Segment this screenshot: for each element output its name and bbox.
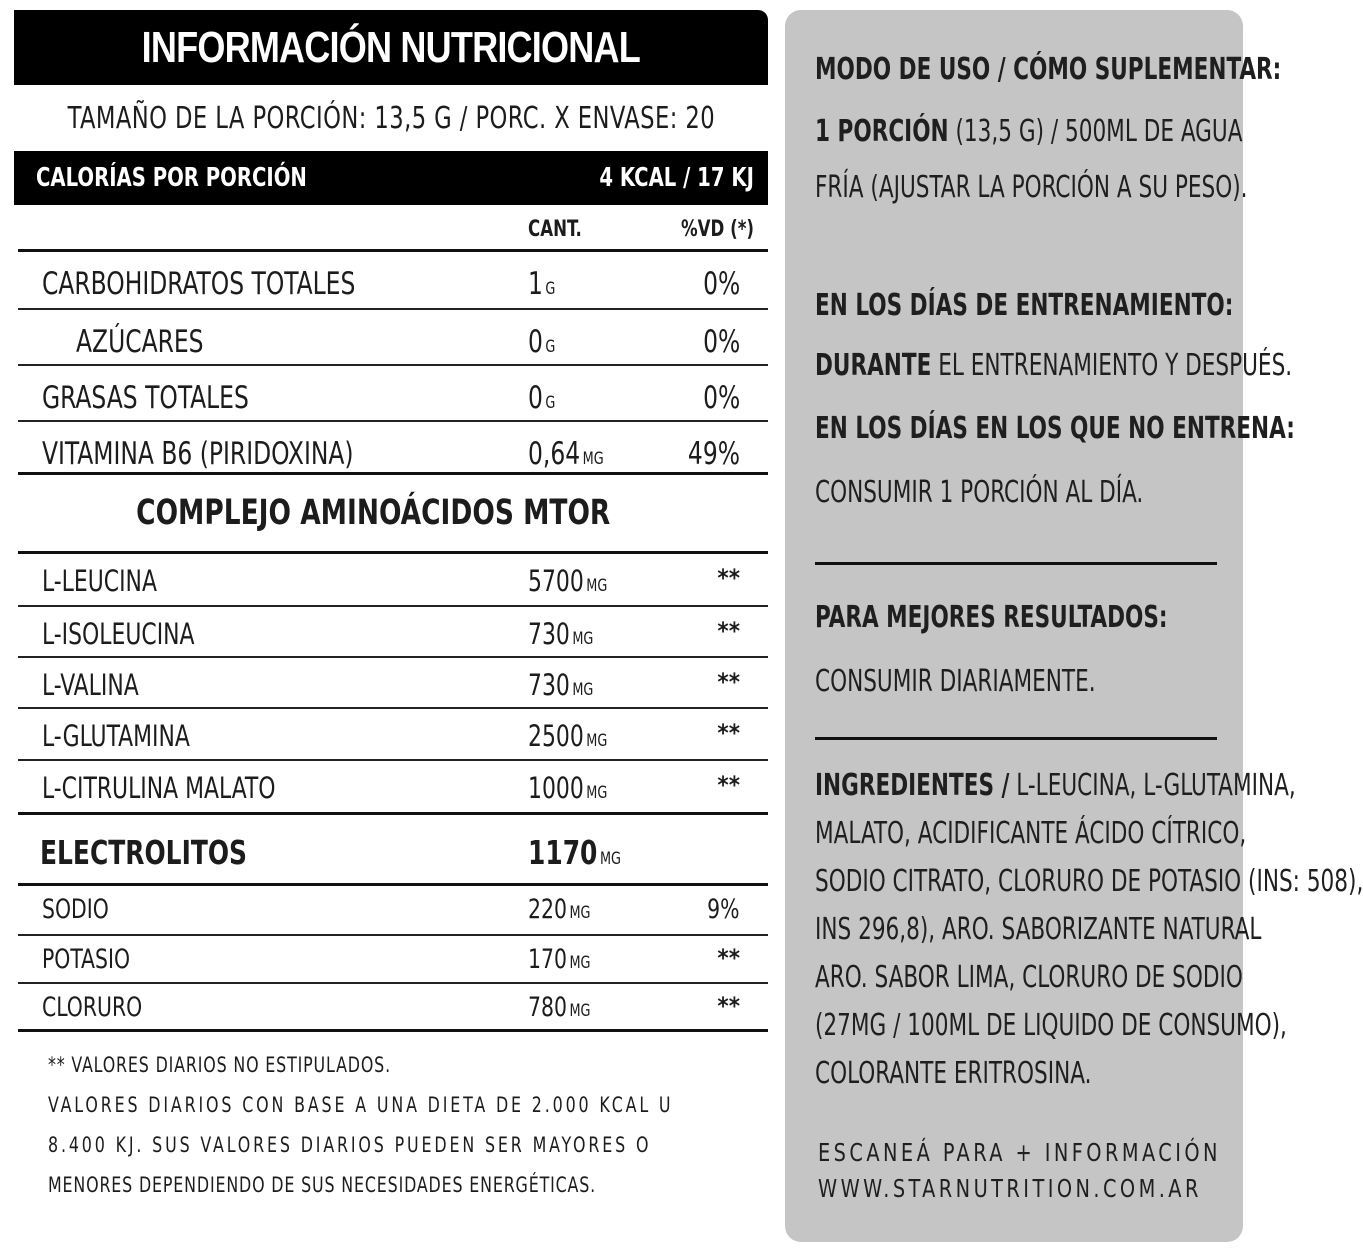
amount-header: CANT.	[528, 217, 582, 242]
amino-name: L-GLUTAMINA	[42, 719, 190, 753]
usage-panel	[785, 10, 1363, 1242]
electrolyte-row	[18, 936, 768, 984]
calories-value: 4 KCAL / 17 KJ	[599, 163, 754, 193]
nutrient-table	[18, 205, 768, 1032]
calories-bar	[14, 151, 768, 205]
scan-prompt: ESCANEÁ PARA + INFORMACIÓN	[818, 1138, 1221, 1167]
amino-section-title	[18, 475, 768, 554]
nutrient-row	[18, 366, 768, 422]
electrolyte-row	[18, 984, 768, 1032]
nutrient-row	[18, 310, 768, 366]
amino-row	[18, 658, 768, 709]
amino-name: L-VALINA	[42, 668, 139, 702]
nutrient-amount: 1 G	[528, 266, 556, 302]
ingredients-line: INS 296,8), ARO. SABORIZANTE NATURAL	[815, 912, 1262, 947]
nutrient-name: VITAMINA B6 (PIRIDOXINA)	[42, 436, 354, 472]
ingredients-line: ARO. SABOR LIMA, CLORURO DE SODIO	[815, 960, 1243, 995]
electrolyte-row	[18, 886, 768, 936]
best-results-heading: PARA MEJORES RESULTADOS:	[815, 600, 1168, 635]
nutrient-dv: 0%	[702, 324, 740, 360]
footnotes	[48, 1045, 674, 1205]
ingredients-line: COLORANTE ERITROSINA.	[815, 1056, 1092, 1091]
electrolyte-dv: **	[717, 944, 740, 972]
electrolyte-name: CLORURO	[42, 992, 143, 1023]
amino-amount: 730 MG	[528, 617, 594, 651]
nutrient-dv: 0%	[702, 266, 740, 302]
amino-amount: 1000 MG	[528, 771, 608, 805]
nutrient-amount: 0 G	[528, 324, 556, 360]
serving-size	[14, 85, 768, 151]
electrolyte-name: SODIO	[42, 894, 109, 925]
table-header	[18, 205, 768, 252]
electrolytes-amount: 1170 MG	[528, 833, 621, 872]
footnote-line: 8.400 KJ. SUS VALORES DIARIOS PUEDEN SER MAYORES O	[48, 1133, 652, 1157]
footnote-line: MENORES DEPENDIENDO DE SUS NECESIDADES ENERGÉTICAS.	[48, 1173, 597, 1197]
electrolyte-name: POTASIO	[42, 944, 131, 975]
rest-day-text: CONSUMIR 1 PORCIÓN AL DÍA.	[815, 475, 1144, 510]
ingredients-line: MALATO, ACIDIFICANTE ÁCIDO CÍTRICO,	[815, 816, 1247, 851]
nutrient-row	[18, 422, 768, 475]
nutrient-dv: 49%	[687, 436, 740, 472]
amino-name: L-LEUCINA	[42, 564, 157, 598]
dv-header: %VD (*)	[681, 217, 755, 242]
ingredients-line: SODIO CITRATO, CLORURO DE POTASIO (INS: 508),	[815, 864, 1363, 899]
nutrient-name: AZÚCARES	[76, 324, 204, 360]
amino-name: L-ISOLEUCINA	[42, 617, 195, 651]
nutrition-facts-panel	[14, 10, 768, 1032]
website-url: WWW.STARNUTRITION.COM.AR	[818, 1174, 1202, 1203]
nutrient-dv: 0%	[702, 380, 740, 416]
amino-amount: 5700 MG	[528, 564, 608, 598]
serving-size-text: TAMAÑO DE LA PORCIÓN: 13,5 G / PORC. X ENVASE: 20	[67, 100, 715, 136]
training-text: DURANTE EL ENTRENAMIENTO Y DESPUÉS.	[815, 348, 1293, 383]
best-results-text: CONSUMIR DIARIAMENTE.	[815, 664, 1096, 699]
nutrient-row	[18, 252, 768, 310]
electrolyte-dv: 9%	[707, 894, 740, 925]
nutrient-name: CARBOHIDRATOS TOTALES	[42, 266, 356, 302]
amino-amount: 730 MG	[528, 668, 594, 702]
amino-row	[18, 554, 768, 607]
amino-dv: **	[717, 617, 740, 645]
nutrition-title: INFORMACIÓN NUTRICIONAL	[141, 22, 641, 72]
training-heading: EN LOS DÍAS DE ENTRENAMIENTO:	[815, 288, 1234, 323]
amino-dv: **	[717, 771, 740, 799]
electrolytes-name: ELECTROLITOS	[40, 833, 248, 872]
usage-portion-line2: FRÍA (AJUSTAR LA PORCIÓN A SU PESO).	[815, 170, 1248, 205]
footnote-line: VALORES DIARIOS CON BASE A UNA DIETA DE 2.000 KCAL U	[48, 1093, 674, 1117]
ingredients-line: INGREDIENTES / L-LEUCINA, L-GLUTAMINA,	[815, 768, 1296, 803]
footnote-line: ** VALORES DIARIOS NO ESTIPULADOS.	[48, 1053, 391, 1077]
ingredients-line: (27MG / 100ML DE LIQUIDO DE CONSUMO),	[815, 1008, 1287, 1043]
amino-dv: **	[717, 719, 740, 747]
electrolyte-amount: 220 MG	[528, 894, 591, 925]
nutrition-title-bar	[14, 10, 768, 85]
divider	[815, 562, 1217, 565]
usage-heading: MODO DE USO / CÓMO SUPLEMENTAR:	[815, 52, 1282, 87]
amino-row	[18, 761, 768, 815]
calories-label: CALORÍAS POR PORCIÓN	[36, 163, 307, 193]
electrolytes-header	[18, 815, 768, 886]
amino-dv: **	[717, 668, 740, 696]
electrolyte-dv: **	[717, 992, 740, 1020]
electrolyte-amount: 780 MG	[528, 992, 591, 1023]
amino-dv: **	[717, 564, 740, 592]
amino-amount: 2500 MG	[528, 719, 608, 753]
nutrient-amount: 0 G	[528, 380, 556, 416]
electrolyte-amount: 170 MG	[528, 944, 591, 975]
amino-row	[18, 607, 768, 658]
usage-portion: 1 PORCIÓN (13,5 G) / 500ML DE AGUA	[815, 114, 1243, 149]
rest-day-heading: EN LOS DÍAS EN LOS QUE NO ENTRENA:	[815, 411, 1295, 446]
amino-title-text: COMPLEJO AMINOÁCIDOS MTOR	[135, 493, 611, 533]
amino-row	[18, 709, 768, 761]
amino-name: L-CITRULINA MALATO	[42, 771, 276, 805]
divider	[815, 737, 1217, 740]
nutrient-amount: 0,64 MG	[528, 436, 604, 472]
nutrient-name: GRASAS TOTALES	[42, 380, 249, 416]
